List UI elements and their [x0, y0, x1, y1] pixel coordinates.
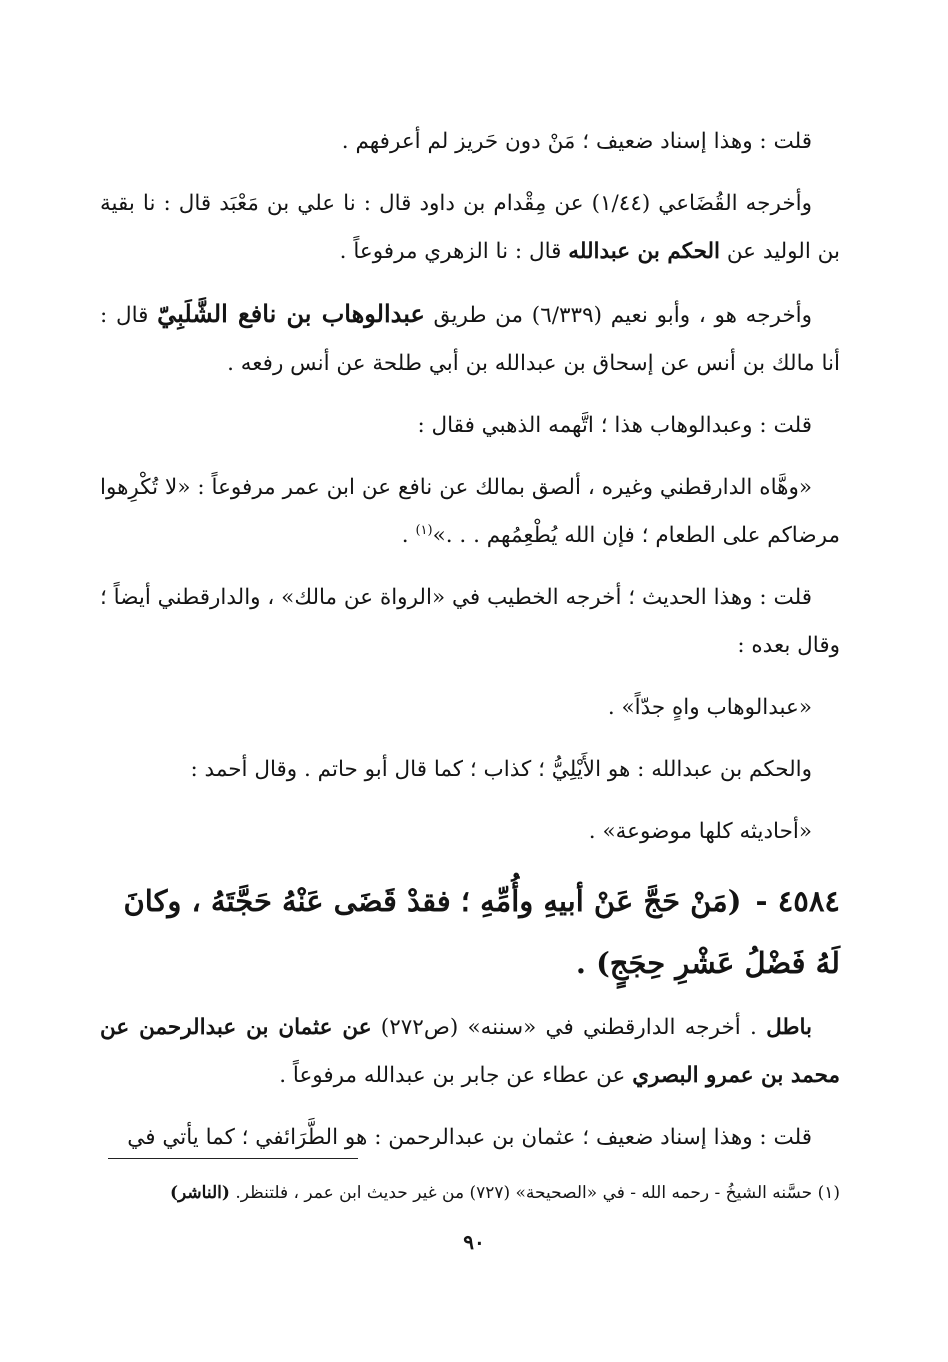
narrator-name: الحكم بن عبدالله	[568, 239, 720, 264]
paragraph-6	[100, 574, 840, 670]
footnote	[70, 1178, 840, 1208]
paragraph-8-text: والحكم بن عبدالله : هو الأَيْلِيُّ ؛ كذاب ؛ كما قال أبو حاتم . وقال أحمد :	[190, 757, 812, 782]
paragraph-5-quote	[100, 464, 840, 560]
footnote-divider	[108, 1158, 358, 1159]
paragraph-2-end: قال : نا الزهري مرفوعاً .	[339, 239, 569, 264]
paragraph-last	[100, 1114, 840, 1162]
ruling-end: عن عطاء عن جابر بن عبدالله مرفوعاً .	[279, 1063, 633, 1088]
paragraph-3-end: قال : أنا مالك بن أنس عن إسحاق بن عبدالله بن أبي طلحة عن أنس رفعه .	[100, 303, 840, 376]
ruling-paragraph	[100, 1004, 840, 1100]
paragraph-2	[100, 180, 840, 276]
hadith-text: (مَنْ حَجَّ عَنْ أبيهِ وأُمِّهِ ؛ فقدْ قَضَى عَنْهُ حَجَّتَهُ ، وكانَ لَهُ فَضْلُ عَشْرِ حِجَجٍ) .	[123, 884, 840, 980]
page-number: ٩٠	[463, 1230, 485, 1254]
paragraph-last-text: قلت : وهذا إسناد ضعيف ؛ عثمان بن عبدالرحمن : هو الطَّرَائفي ؛ كما يأتي في	[127, 1125, 812, 1150]
paragraph-4	[100, 402, 840, 450]
paragraph-5-text: «وهَّاه الدارقطني وغيره ، ألصق بمالك عن نافع عن ابن عمر مرفوعاً : «لا تُكْرِهوا مرضاكم على الطعام ؛ فإن الله يُطْعِمُهم . . .»	[100, 475, 840, 548]
paragraph-4-text: قلت : وعبدالوهاب هذا ؛ اتَّهمه الذهبي فقال :	[417, 413, 812, 438]
paragraph-9-quote	[100, 808, 840, 856]
isnad-chain: عن عثمان بن عبدالرحمن عن محمد بن عمرو البصري	[100, 1015, 840, 1088]
footnote-text: (١) حسَّنه الشيخُ - رحمه الله - في «الصحيحة» (٧٢٧) من غير حديث ابن عمر ، فلتنظر.	[229, 1183, 840, 1203]
hadith-heading	[100, 870, 840, 994]
paragraph-5-end: .	[401, 523, 416, 548]
hadith-number: ٤٥٨٤ -	[755, 884, 840, 918]
footnote-marker[interactable]: (١)	[415, 522, 433, 538]
paragraph-6-text: قلت : وهذا الحديث ؛ أخرجه الخطيب في «الرواة عن مالك» ، والدارقطني أيضاً ؛ وقال بعده :	[100, 585, 840, 658]
ruling-text: . أخرجه الدارقطني في «سننه» (ص٢٧٢)	[371, 1015, 767, 1040]
paragraph-3	[100, 290, 840, 388]
paragraph-1	[100, 118, 840, 166]
paragraph-7-quote	[100, 684, 840, 732]
paragraph-8	[100, 746, 840, 794]
paragraph-1-text: قلت : وهذا إسناد ضعيف ؛ مَنْ دون حَريز لم أعرفهم .	[341, 129, 812, 154]
ruling-word: باطل	[766, 1015, 812, 1040]
paragraph-2-text: وأخرجه القُضَاعي (١/٤٤) عن مِقْدام بن داود قال : نا علي بن مَعْبَد قال : نا بقية بن الوليد عن	[100, 191, 840, 264]
paragraph-7-text: «عبدالوهاب واهٍ جدّاً» .	[607, 695, 812, 720]
footnote-publisher: (الناشر)	[170, 1183, 230, 1203]
paragraph-9-text: «أحاديثه كلها موضوعة» .	[588, 819, 812, 844]
paragraph-3-text: وأخرجه هو ، وأبو نعيم (٦/٣٣٩) من طريق	[424, 303, 812, 328]
narrator-name: عبدالوهاب بن نافع الشَّلَبِيّ	[157, 299, 425, 328]
